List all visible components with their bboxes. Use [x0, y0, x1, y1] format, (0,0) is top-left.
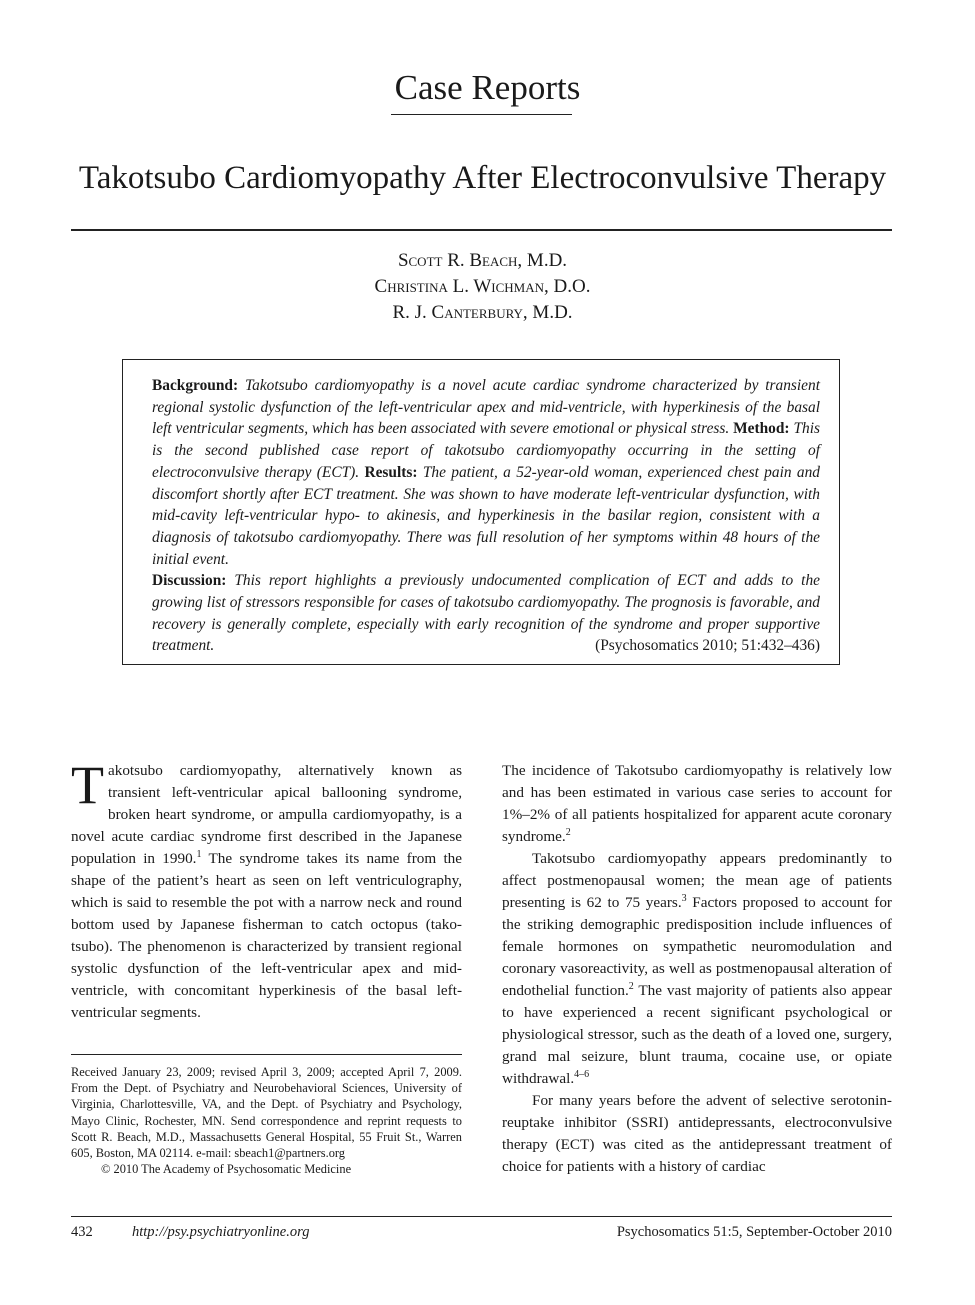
abstract-background-label: Background:	[152, 377, 239, 394]
reference-mark[interactable]: 3	[681, 893, 687, 904]
body-paragraph: For many years before the advent of selective serotonin-reuptake inhibitor (SSRI) antidepressants, electroconvulsive therapy (ECT) was cited as the antidepressant treatment of choice for patients with a history of cardiac	[502, 1092, 892, 1175]
reference-mark[interactable]: 2	[565, 827, 571, 838]
body-paragraph: Takotsubo cardiomyopathy, alternatively known as transient left-ventricular apical ballooning syndrome, broken heart syndrome, or ampulla cardiomyopathy, is a novel acute cardiac syndrome first described in the Japanese population in 1990.$^1$ The syndrome takes its name from the shape of the patient’s heart as seen on left ventriculography, which is said to resemble the pot with a narrow neck and round bottom used by Japanese fisherman to catch octopus (tako-tsubo). The phenomenon is characterized by transient regional systolic dysfunction of the left-ventricular apex and mid-ventricle, with concomitant hyperkinesis of the basal left-ventricular segments.	[71, 755, 462, 1021]
footer-divider	[71, 1216, 892, 1217]
journal-issue: Psychosomatics 51:5, September-October 2010	[616, 1224, 892, 1240]
title-divider	[71, 229, 892, 231]
abstract-box	[122, 359, 840, 665]
journal-url-link[interactable]: http://psy.psychiatryonline.org	[132, 1224, 310, 1240]
body-column-left	[71, 755, 462, 1024]
body-column-right	[502, 760, 892, 1178]
footnote-divider	[71, 1054, 462, 1055]
page-number: 432	[71, 1224, 93, 1240]
author-list	[0, 248, 965, 326]
copyright-notice: © 2010 The Academy of Psychosomatic Medicine	[101, 1162, 352, 1177]
author-3: R. J. Canterbury, M.D.	[392, 302, 573, 323]
article-footnote	[71, 1064, 462, 1177]
abstract-discussion-label: Discussion:	[152, 572, 227, 590]
author-1: Scott R. Beach, M.D.	[397, 250, 568, 271]
abstract-discussion: This report highlights a previously undocumented complication of ECT and adds to the growing list of stressors responsible for cases of takotsubo cardiomyopathy. The prognosis is favorable, and recovery is generally complete, especially with early recognition of the syndrome and proper supportive treatment.	[152, 572, 820, 655]
abstract-text	[152, 375, 820, 657]
abstract-results-label: Results:	[364, 463, 418, 481]
footnote-text: Received January 23, 2009; revised April 3, 2009; accepted April 7, 2009. From the Dept. of Psychiatry and Neurobehavioral Sciences, University of Virginia, Charlottesville, VA, and the Dept. of Psychiatry and Psychology, Mayo Clinic, Rochester, MN. Send correspondence and reprint requests to Scott R. Beach, M.D., Massachusetts General Hospital, 55 Fruit St., Warren 605, Boston, MA 02114. e-mail: sbeach1@partners.org	[71, 1065, 462, 1161]
reference-mark[interactable]: 1	[196, 849, 202, 860]
reference-mark[interactable]: 4–6	[574, 1069, 590, 1080]
abstract-method: This is the second published case report of takotsubo cardiomyopathy occurring in the setting of electroconvulsive therapy (ECT).	[152, 420, 820, 481]
abstract-results: The patient, a 52-year-old woman, experienced chest pain and discomfort shortly after ECT treatment. She was shown to have moderate left-ventricular dysfunction, with mid-cavity left-ventricular hypo- to akinesis, and hyperkinesis in the basilar region, consistent with a diagnosis of takotsubo cardiomyopathy. There was full resolution of her symptoms within 48 hours of the initial event.	[152, 463, 820, 568]
section-heading: Case Reports	[394, 68, 581, 107]
reference-mark[interactable]: 2	[628, 981, 634, 992]
drop-cap: T	[71, 755, 104, 815]
body-paragraph: Takotsubo cardiomyopathy appears predominantly to affect postmenopausal women; the mean age of patients presenting is 62 to 75 years.$^3$ Factors proposed to account for the striking demographic predisposition include influences of female hormones on sympathetic neuromodulation and coronary vasoreactivity, as well as postmenopausal alteration of endothelial function.$^2$ The vast majority of patients also appear to have experienced a recent significant psychological or physiological stressor, such as the death of a loved one, surgery, grand mal seizure, blunt trauma, cocaine use, or opiate withdrawal.$^{4-6}$	[502, 850, 892, 1087]
body-paragraph: The incidence of Takotsubo cardiomyopathy is relatively low and has been estimated in various case series to account for 1%–2% of all patients hospitalized for apparent acute coronary syndrome.$^2$	[502, 762, 892, 845]
section-underline	[391, 114, 572, 115]
abstract-method-label: Method:	[733, 420, 790, 438]
author-2: Christina L. Wichman, D.O.	[374, 276, 591, 297]
abstract-background: Takotsubo cardiomyopathy is a novel acute cardiac syndrome characterized by transient regional systolic dysfunction of the left-ventricular apex and mid-ventricle, with hyperkinesis of the basal left ventricular segments, which has been associated with severe emotional or physical stress.	[152, 377, 820, 438]
abstract-citation: (Psychosomatics 2010; 51:432–436)	[595, 637, 820, 655]
article-title: Takotsubo Cardiomyopathy After Electroconvulsive Therapy	[78, 160, 887, 196]
